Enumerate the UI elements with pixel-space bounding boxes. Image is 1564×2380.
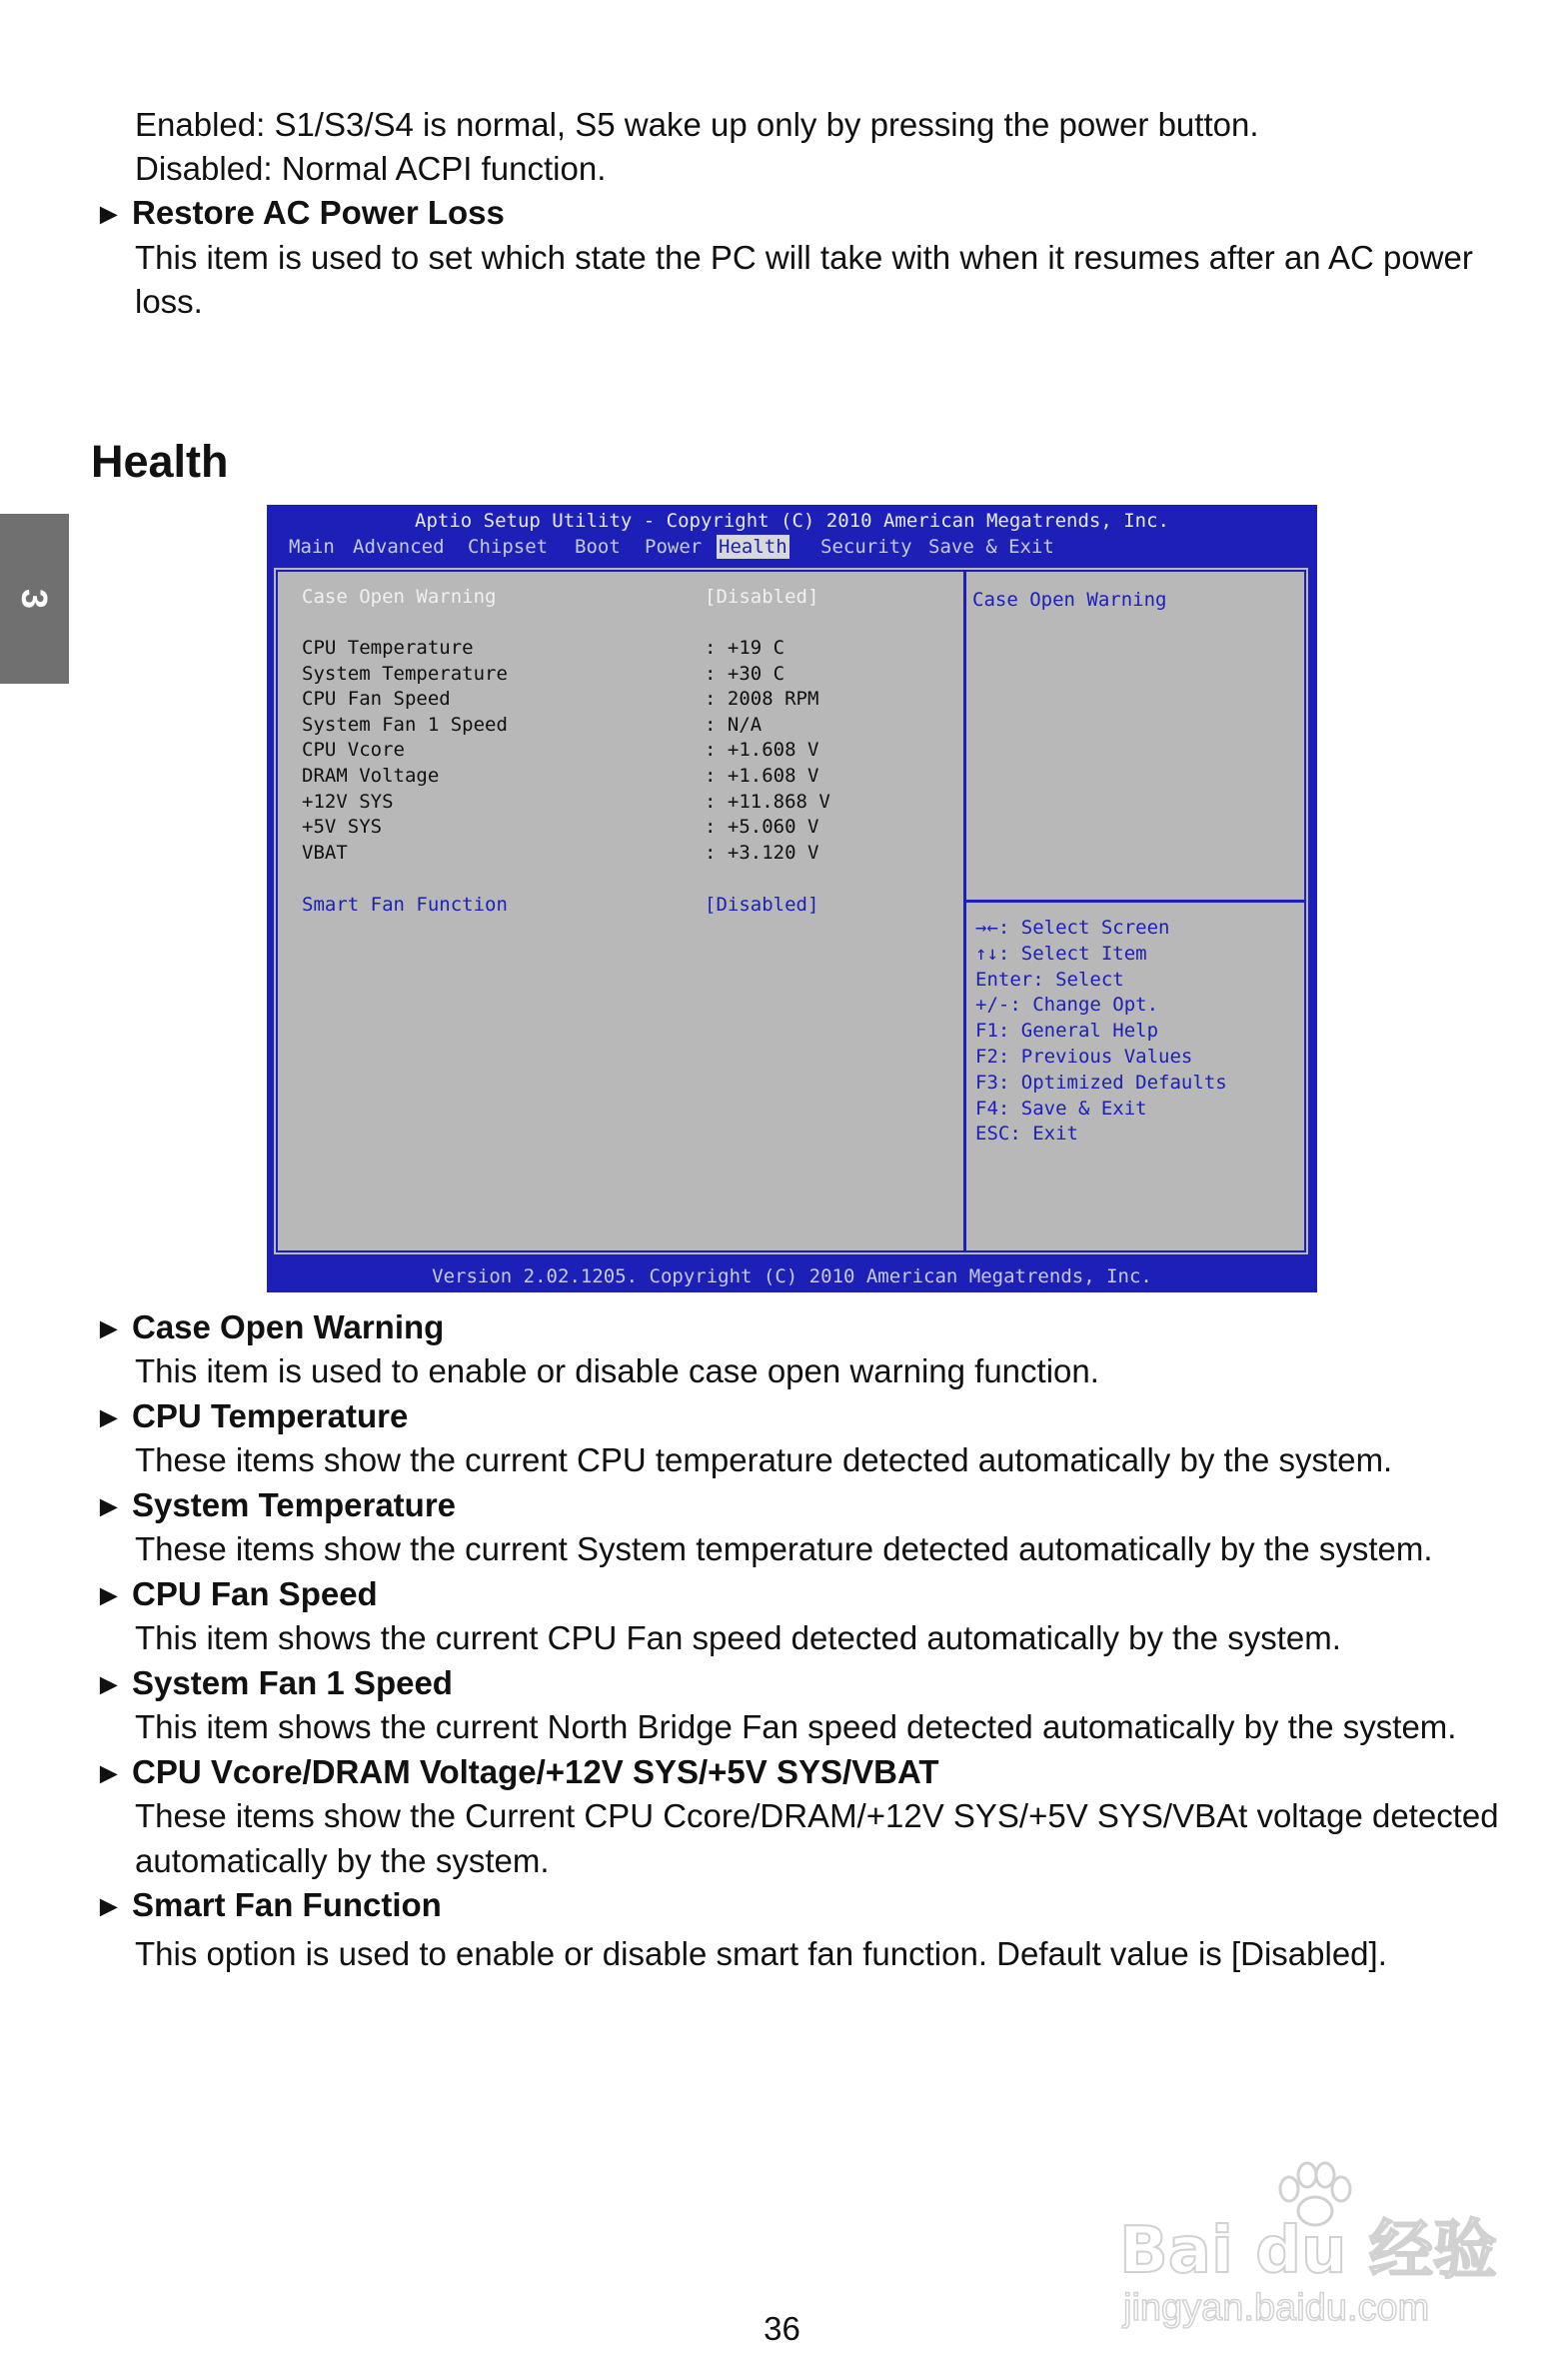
key-help-item: Enter: Select [975,968,1124,991]
key-help-item: F3: Optimized Defaults [975,1071,1227,1094]
reading-value: : +3.120 V [705,842,819,864]
reading-label: +5V SYS [302,816,383,838]
reading-label: +12V SYS [302,791,394,813]
bios-panel-frame [276,570,1306,1252]
item-desc: automatically by the system. [135,1842,550,1879]
tab-security[interactable]: Security [820,536,912,558]
bullet-arrow-icon: ► [94,1757,124,1790]
bios-screenshot [267,505,1317,1292]
item-desc: These items show the current System temperature detected automatically by the system. [135,1530,1433,1567]
watermark-logo-text: Bai du 经验 [1119,2214,1497,2288]
bios-title-bar: Aptio Setup Utility - Copyright (C) 2010 American Megatrends, Inc. [415,510,1169,532]
key-help-item: F2: Previous Values [975,1045,1193,1068]
heading-text: Smart Fan Function [132,1886,442,1923]
reading-label: CPU Temperature [302,637,474,659]
bullet-arrow-icon: ► [94,1401,124,1434]
heading-text: CPU Fan Speed [132,1575,378,1612]
intro-line-disabled: Disabled: Normal ACPI function. [135,150,607,187]
reading-value: : 2008 RPM [705,688,819,710]
heading-text: System Fan 1 Speed [132,1664,453,1701]
bios-version-footer: Version 2.02.1205. Copyright (C) 2010 American Megatrends, Inc. [432,1265,1152,1287]
reading-label: CPU Vcore [302,739,405,761]
reading-value: : +30 C [705,663,785,685]
reading-label: System Fan 1 Speed [302,714,508,736]
help-column-divider [963,572,966,1250]
item-heading-smart-fan-function [94,1883,442,1929]
item-heading-system-fan-1-speed [94,1661,453,1707]
restore-ac-power-loss-heading [94,191,505,237]
item-desc: This option is used to enable or disable smart fan function. Default value is [Disabled]. [135,1935,1387,1972]
key-help-item: →←: Select Screen [975,917,1170,939]
intro-line-enabled: Enabled: S1/S3/S4 is normal, S5 wake up only by pressing the power button. [135,106,1259,143]
bullet-arrow-icon: ► [94,1890,124,1923]
key-help-item: ↑↓: Select Item [975,942,1147,965]
reading-value: : +5.060 V [705,816,819,838]
key-help-item: +/-: Change Opt. [975,994,1159,1017]
tab-main[interactable]: Main [289,536,335,558]
item-desc: These items show the Current CPU Ccore/DRAM/+12V SYS/+5V SYS/VBAt voltage detected [135,1797,1499,1834]
case-open-warning-label[interactable]: Case Open Warning [302,586,497,608]
tab-advanced[interactable]: Advanced [353,536,445,558]
tab-boot[interactable]: Boot [575,536,621,558]
heading-text: CPU Temperature [132,1397,409,1434]
reading-label: DRAM Voltage [302,765,440,787]
restore-ac-power-loss-desc-2: loss. [135,283,203,320]
reading-value: : N/A [705,714,763,736]
heading-text: System Temperature [132,1486,457,1523]
item-desc: These items show the current CPU temperature detected automatically by the system. [135,1441,1393,1478]
reading-value: : +19 C [705,637,785,659]
section-title: Health [91,436,229,487]
page-number: 36 [764,2310,800,2347]
item-heading-cpu-temperature [94,1394,408,1440]
key-help-item: F1: General Help [975,1020,1159,1043]
watermark-url: jingyan.baidu.com [1123,2287,1430,2329]
tab-health[interactable]: Health [719,536,787,558]
item-heading-voltages [94,1750,939,1796]
help-keys-divider [963,900,1304,903]
item-desc: This item is used to enable or disable case open warning function. [135,1352,1099,1389]
case-open-warning-value[interactable]: [Disabled] [705,586,819,608]
smart-fan-function-value[interactable]: [Disabled] [705,894,819,916]
key-help-item: ESC: Exit [975,1123,1078,1146]
item-desc: This item shows the current CPU Fan speed detected automatically by the system. [135,1619,1341,1656]
help-title: Case Open Warning [972,589,1167,611]
reading-value: : +1.608 V [705,765,819,787]
restore-ac-power-loss-desc-1: This item is used to set which state the PC will take with when it resumes after an AC power [135,239,1473,276]
reading-value: : +1.608 V [705,739,819,761]
bullet-arrow-icon: ► [94,1490,124,1523]
reading-label: System Temperature [302,663,508,685]
smart-fan-function-label[interactable]: Smart Fan Function [302,894,508,916]
item-desc: This item shows the current North Bridge Fan speed detected automatically by the system. [135,1708,1457,1745]
tab-chipset[interactable]: Chipset [468,536,549,558]
tab-power[interactable]: Power [645,536,703,558]
item-heading-system-temperature [94,1483,456,1529]
bullet-arrow-icon: ► [94,1668,124,1701]
bios-main-panel [271,565,1311,1257]
bullet-arrow-icon: ► [94,1312,124,1345]
key-help-list [975,916,1227,1148]
bullet-arrow-icon: ► [94,198,124,231]
reading-label: VBAT [302,842,348,864]
tab-save-exit[interactable]: Save & Exit [928,536,1054,558]
item-heading-cpu-fan-speed [94,1572,378,1618]
reading-label: CPU Fan Speed [302,688,451,710]
key-help-item: F4: Save & Exit [975,1097,1147,1120]
heading-text: Restore AC Power Loss [132,194,505,231]
chapter-tab [0,514,69,684]
item-heading-case-open-warning [94,1305,444,1351]
heading-text: Case Open Warning [132,1308,445,1345]
reading-value: : +11.868 V [705,791,830,813]
chapter-number: 3 [14,588,56,610]
heading-text: CPU Vcore/DRAM Voltage/+12V SYS/+5V SYS/VBAT [132,1753,939,1790]
bullet-arrow-icon: ► [94,1579,124,1612]
